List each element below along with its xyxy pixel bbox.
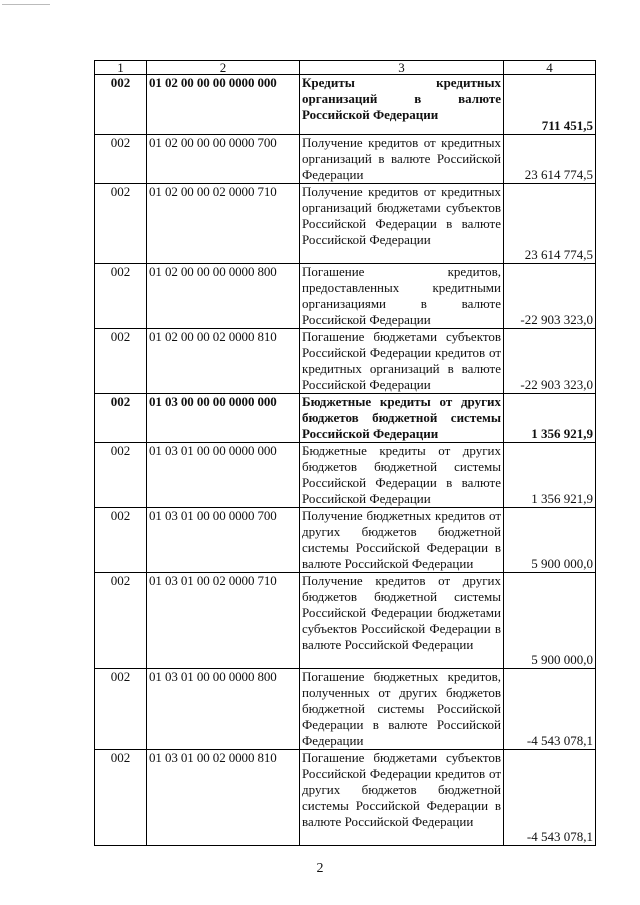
table-row [95,508,596,573]
column-number: 1 [95,61,147,75]
budget-classification-code: 01 02 00 00 02 0000 710 [147,184,300,264]
amount: 5 900 000,0 [504,508,596,573]
table-row [95,184,596,264]
source-name: Погашение бюджетами субъектов Российской Федерации кредитов от других бюджетов бюджетной системы Российской Федерации в валюте Российской Федерации [300,750,504,846]
admin-code: 002 [95,184,147,264]
table-row [95,669,596,750]
table-row [95,443,596,508]
budget-classification-code: 01 03 01 00 02 0000 810 [147,750,300,846]
source-name: Бюджетные кредиты от других бюджетов бюджетной системы Российской Федерации в валюте Российской Федерации [300,443,504,508]
table-row [95,329,596,394]
source-name: Получение бюджетных кредитов от других бюджетов бюджетной системы Российской Федерации в валюте Российской Федерации [300,508,504,573]
amount: -4 543 078,1 [504,669,596,750]
amount: -4 543 078,1 [504,750,596,846]
amount: 5 900 000,0 [504,573,596,669]
source-name: Получение кредитов от кредитных организаций бюджетами субъектов Российской Федерации в валюте Российской Федерации [300,184,504,264]
amount: 711 451,5 [504,75,596,135]
table-row [95,264,596,329]
scan-edge-mark [2,0,50,5]
amount: 23 614 774,5 [504,135,596,184]
budget-classification-code: 01 02 00 00 00 0000 800 [147,264,300,329]
admin-code: 002 [95,135,147,184]
budget-classification-code: 01 03 01 00 00 0000 000 [147,443,300,508]
budget-classification-code: 01 03 01 00 00 0000 800 [147,669,300,750]
admin-code: 002 [95,264,147,329]
source-name: Получение кредитов от других бюджетов бюджетной системы Российской Федерации бюджетами субъектов Российской Федерации в валюте Российской Федерации [300,573,504,669]
source-name: Кредиты кредитных организаций в валюте Российской Федерации [300,75,504,135]
amount: -22 903 323,0 [504,329,596,394]
admin-code: 002 [95,329,147,394]
admin-code: 002 [95,669,147,750]
admin-code: 002 [95,394,147,443]
table-row [95,573,596,669]
source-name: Погашение бюджетных кредитов, полученных от других бюджетов бюджетной системы Российской Федерации в валюте Российской Федерации [300,669,504,750]
budget-classification-code: 01 02 00 00 00 0000 700 [147,135,300,184]
budget-classification-code: 01 03 01 00 02 0000 710 [147,573,300,669]
admin-code: 002 [95,443,147,508]
source-name: Погашение кредитов, предоставленных кредитными организациями в валюте Российской Федерации [300,264,504,329]
column-number: 3 [300,61,504,75]
amount: 1 356 921,9 [504,394,596,443]
admin-code: 002 [95,750,147,846]
column-number: 2 [147,61,300,75]
source-name: Погашение бюджетами субъектов Российской Федерации кредитов от кредитных организаций в валюте Российской Федерации [300,329,504,394]
budget-classification-code: 01 03 00 00 00 0000 000 [147,394,300,443]
amount: 1 356 921,9 [504,443,596,508]
budget-classification-code: 01 02 00 00 02 0000 810 [147,329,300,394]
source-name: Бюджетные кредиты от других бюджетов бюджетной системы Российской Федерации [300,394,504,443]
admin-code: 002 [95,573,147,669]
column-number-row [95,61,596,75]
admin-code: 002 [95,75,147,135]
amount: -22 903 323,0 [504,264,596,329]
page-number: 2 [316,861,324,876]
amount: 23 614 774,5 [504,184,596,264]
budget-sources-table [94,60,596,846]
admin-code: 002 [95,508,147,573]
table-row [95,135,596,184]
table-row [95,75,596,135]
budget-classification-code: 01 03 01 00 00 0000 700 [147,508,300,573]
table-row [95,394,596,443]
source-name: Получение кредитов от кредитных организаций в валюте Российской Федерации [300,135,504,184]
column-number: 4 [504,61,596,75]
budget-classification-code: 01 02 00 00 00 0000 000 [147,75,300,135]
table-row [95,750,596,846]
